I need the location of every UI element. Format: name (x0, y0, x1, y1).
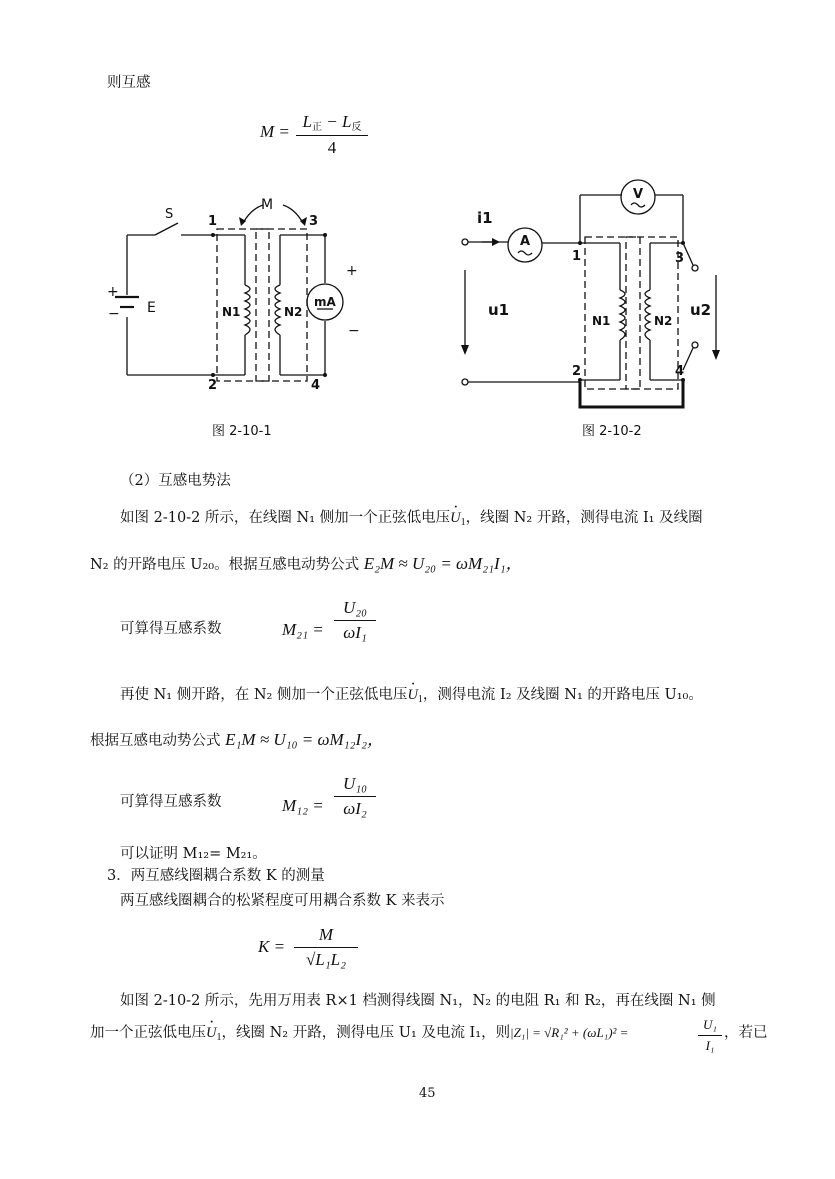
fig2-ammeter-a: A (520, 234, 531, 249)
paragraph-1: 如图 2-10-2 所示，在线圈 N₁ 侧加一个正弦低电压· $U_1$，线圈 N₂ 开路，测得电流 I₁ 及线圈 (120, 509, 703, 532)
fig2-terminal-4: 4 (675, 364, 685, 379)
fig1-meter-plus: + (346, 263, 358, 279)
figure-2-10-2 (450, 165, 750, 415)
fig2-terminal-2: 2 (572, 364, 582, 379)
fig2-label-i1: i1 (477, 209, 493, 227)
figure-2-10-1 (95, 185, 385, 400)
calc-label-1: 可算得互感系数 (120, 621, 222, 637)
paragraph-7: 加一个正弦低电压· $U_1$，线圈 N₂ 开路，测得电压 U₁ 及电流 I₁，则 (90, 1024, 510, 1047)
fig1-label-n2: N2 (284, 305, 303, 319)
fig2-label-u2: u2 (690, 301, 712, 319)
paragraph-4: 根据互感电动势公式 E₁M ≈ U₁₀ = ωM₁₂I₂， (90, 730, 385, 749)
fig1-label-m: M (261, 197, 274, 213)
u1-phasor: · $U_1$ (450, 510, 465, 526)
u1-phasor-2: · $U_1$ (407, 687, 422, 703)
fig1-source-minus: − (108, 306, 120, 322)
fig2-label-u1: u1 (488, 301, 510, 319)
fig2-terminal-1: 1 (572, 249, 582, 264)
paragraph-7-end: ，若已 (724, 1025, 768, 1041)
formula-e2m: E₂M ≈ U₂₀ = ωM₂₁I₁， (363, 554, 523, 573)
u1-phasor-3: · $U_1$ (206, 1025, 221, 1041)
fig2-terminal-3: 3 (675, 251, 685, 266)
proof-text: 可以证明 M₁₂= M₂₁。 (120, 846, 267, 862)
fig2-caption: 图 2-10-2 (582, 424, 642, 439)
fig1-terminal-2: 2 (208, 378, 218, 393)
fig1-terminal-3: 3 (309, 214, 319, 229)
fig1-label-e: E (147, 300, 156, 316)
paragraph-3: 再使 N₁ 侧开路，在 N₂ 侧加一个正弦低电压· $U_1$，测得电流 I₂ 及线圈 N₁ 的开路电压 U₁₀。 (120, 686, 703, 709)
fig1-meter-ma: mA (314, 295, 336, 309)
paragraph-2: N₂ 的开路电压 U₂₀。根据互感电动势公式 E₂M ≈ U₂₀ = ωM₂₁I₁， (90, 554, 523, 573)
fig2-label-n2: N2 (654, 314, 673, 328)
fig1-caption: 图 2-10-1 (212, 424, 272, 439)
intro-text: 则互感 (107, 75, 151, 91)
paragraph-5: 两互感线圈耦合的松紧程度可用耦合系数 K 来表示 (120, 893, 445, 909)
fig2-voltmeter-v: V (633, 187, 644, 202)
formula-e1m: E₁M ≈ U₁₀ = ωM₁₂I₂， (225, 730, 385, 749)
fig1-label-s: S (165, 207, 174, 222)
fig1-terminal-4: 4 (311, 378, 321, 393)
fig1-source-plus: + (107, 284, 119, 300)
section-3-title: 3．两互感线圈耦合系数 K 的测量 (107, 868, 325, 884)
fig2-label-n1: N1 (592, 314, 611, 328)
fig1-label-n1: N1 (222, 305, 241, 319)
section-2-title: （2）互感电势法 (120, 473, 231, 489)
calc-label-2: 可算得互感系数 (120, 794, 222, 810)
paragraph-6: 如图 2-10-2 所示，先用万用表 R×1 档测得线圈 N₁，N₂ 的电阻 R₁ 和 R₂，再在线圈 N₁ 侧 (120, 993, 716, 1009)
page-number: 45 (419, 1086, 436, 1101)
fig1-terminal-1: 1 (208, 214, 218, 229)
fig1-meter-minus: − (348, 323, 360, 339)
